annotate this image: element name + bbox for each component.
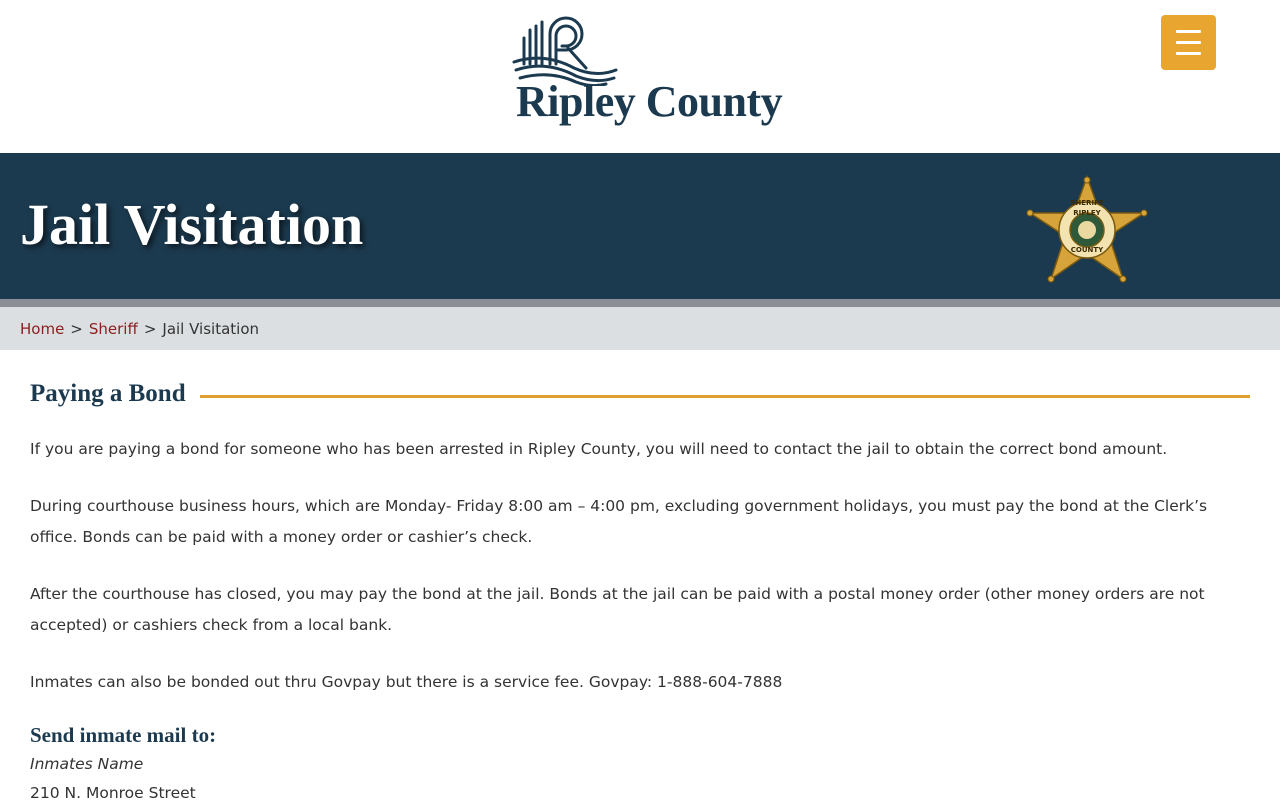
breadcrumb-home-link[interactable]: Home bbox=[20, 319, 65, 338]
breadcrumb-sheriff-link[interactable]: Sheriff bbox=[88, 319, 138, 338]
paragraph: During courthouse business hours, which are Monday- Friday 8:00 am – 4:00 pm, excluding government holidays, you must pay the bond at the Clerk’s office. Bonds can be paid with a money order or cashier’s check. bbox=[30, 497, 1208, 546]
paragraph: Inmates can also be bonded out thru Govpay but there is a service fee. Govpay: 1-888-604-7888 bbox=[30, 673, 783, 691]
paragraph: After the courthouse has closed, you may pay the bond at the jail. Bonds at the jail can be paid with a postal money order (other money orders are not accepted) or cashiers check from a local bank. bbox=[30, 585, 1205, 634]
hamburger-icon-line bbox=[1176, 41, 1201, 44]
mail-address-line: Inmates Name bbox=[30, 755, 144, 773]
badge-text-bottom: COUNTY bbox=[1070, 246, 1104, 254]
heading-rule bbox=[200, 395, 1250, 398]
breadcrumb-separator: > bbox=[143, 319, 157, 338]
ripley-county-logo[interactable] bbox=[512, 16, 783, 136]
logo-text: Ripley County bbox=[516, 77, 783, 126]
divider-strip bbox=[0, 299, 1280, 307]
main-content bbox=[0, 380, 1280, 808]
site-header bbox=[0, 0, 1280, 153]
logo-mark-icon bbox=[512, 16, 622, 86]
page-title: Jail Visitation bbox=[20, 192, 364, 257]
mail-heading: Send inmate mail to: bbox=[30, 723, 217, 747]
breadcrumb-separator: > bbox=[70, 319, 83, 338]
badge-text-top: SHERIFF bbox=[1070, 199, 1104, 207]
section-heading bbox=[30, 380, 1250, 408]
paragraph: If you are paying a bond for someone who has been arrested in Ripley County, you will need to contact the jail to obtain the correct bond amount. bbox=[30, 440, 1168, 458]
hamburger-icon-line bbox=[1176, 52, 1201, 55]
hamburger-icon bbox=[1176, 30, 1201, 33]
badge-text-mid: RIPLEY bbox=[1073, 209, 1101, 217]
mail-address-line: 210 N. Monroe Street bbox=[30, 784, 196, 802]
section-title: Paying a Bond bbox=[30, 380, 186, 407]
breadcrumb-current: Jail Visitation bbox=[162, 319, 259, 338]
menu-toggle-button[interactable] bbox=[1161, 15, 1216, 70]
breadcrumb bbox=[0, 307, 1280, 350]
sheriff-star-badge-icon bbox=[1025, 175, 1149, 285]
